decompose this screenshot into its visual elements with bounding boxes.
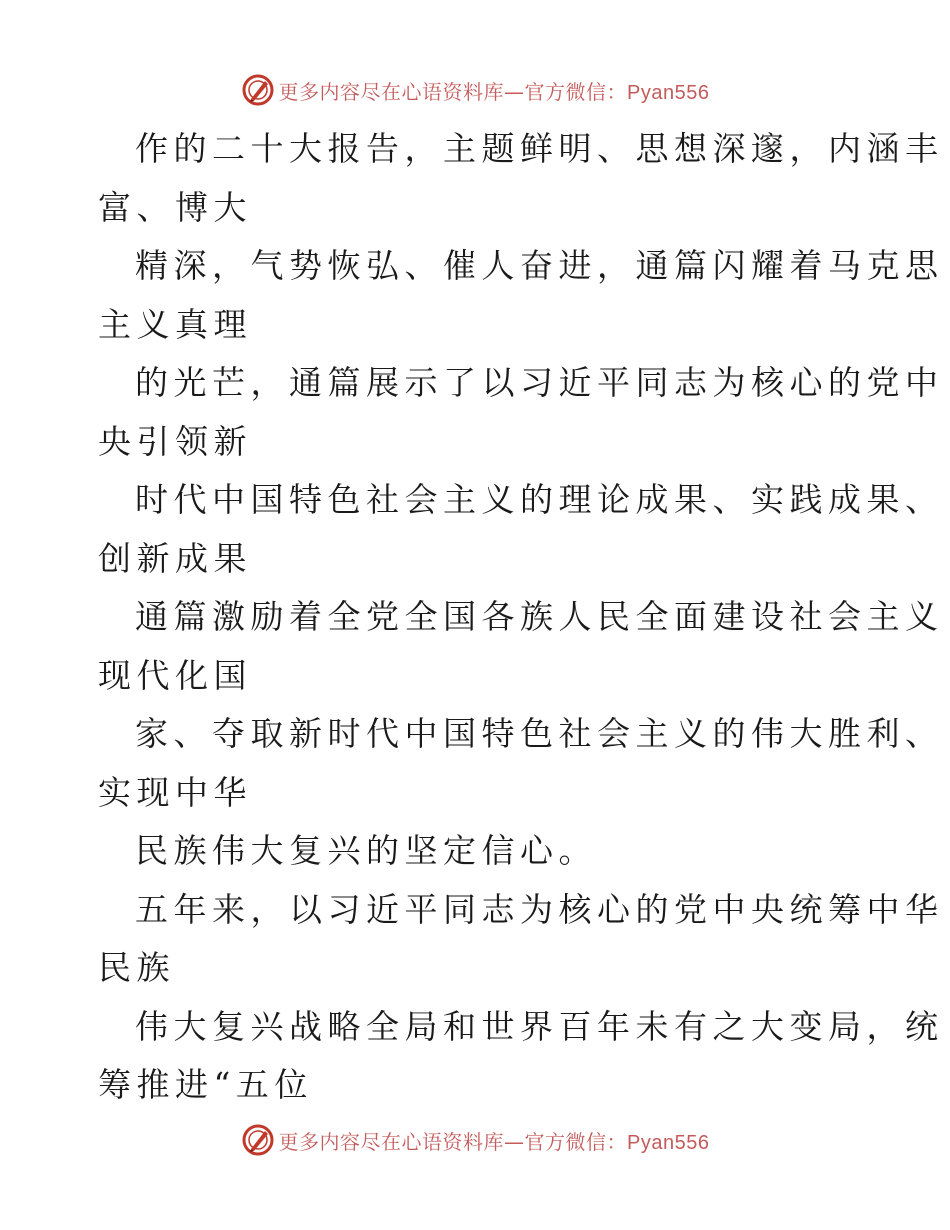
text-line: 民族 — [98, 948, 175, 987]
document-body — [98, 120, 944, 1115]
header-banner — [0, 70, 950, 110]
text-line: 通篇激励着全党全国各族人民全面建设社会主义 — [135, 597, 944, 636]
footer-banner — [0, 1120, 950, 1160]
text-line: 五年来，以习近平同志为核心的党中央统筹中华 — [135, 889, 944, 929]
text-line: 民族伟大复兴的坚定信心。 — [135, 831, 597, 870]
text-line: 现代化国 — [98, 655, 252, 695]
footer-banner-id: Pyan556 — [627, 1131, 710, 1154]
text-line: 主义真理 — [98, 304, 252, 344]
text-line: 央引领新 — [98, 421, 252, 461]
text-line: 的光芒，通篇展示了以习近平同志为核心的党中 — [135, 363, 944, 402]
text-line: 精深，气势恢弘、催人奋进，通篇闪耀着马克思 — [135, 246, 944, 285]
header-banner-text: 更多内容尽在心语资料库—官方微信： — [278, 79, 628, 104]
pen-logo-icon — [241, 73, 275, 107]
text-line: 时代中国特色社会主义的理论成果、实践成果、 — [135, 480, 944, 519]
text-line: 伟大复兴战略全局和世界百年未有之大变局，统 — [135, 1006, 944, 1046]
text-line: 富、博大 — [98, 187, 252, 227]
text-line: 创新成果 — [98, 538, 252, 578]
text-line: 作的二十大报告，主题鲜明、思想深邃，内涵丰 — [135, 129, 944, 168]
header-banner-id: Pyan556 — [627, 81, 710, 104]
text-line: 家、夺取新时代中国特色社会主义的伟大胜利、 — [135, 714, 944, 753]
text-line: 筹推进“五位 — [98, 1065, 313, 1104]
pen-logo-icon — [241, 1123, 275, 1157]
footer-banner-text: 更多内容尽在心语资料库—官方微信： — [278, 1129, 628, 1154]
text-line: 实现中华 — [98, 772, 252, 812]
